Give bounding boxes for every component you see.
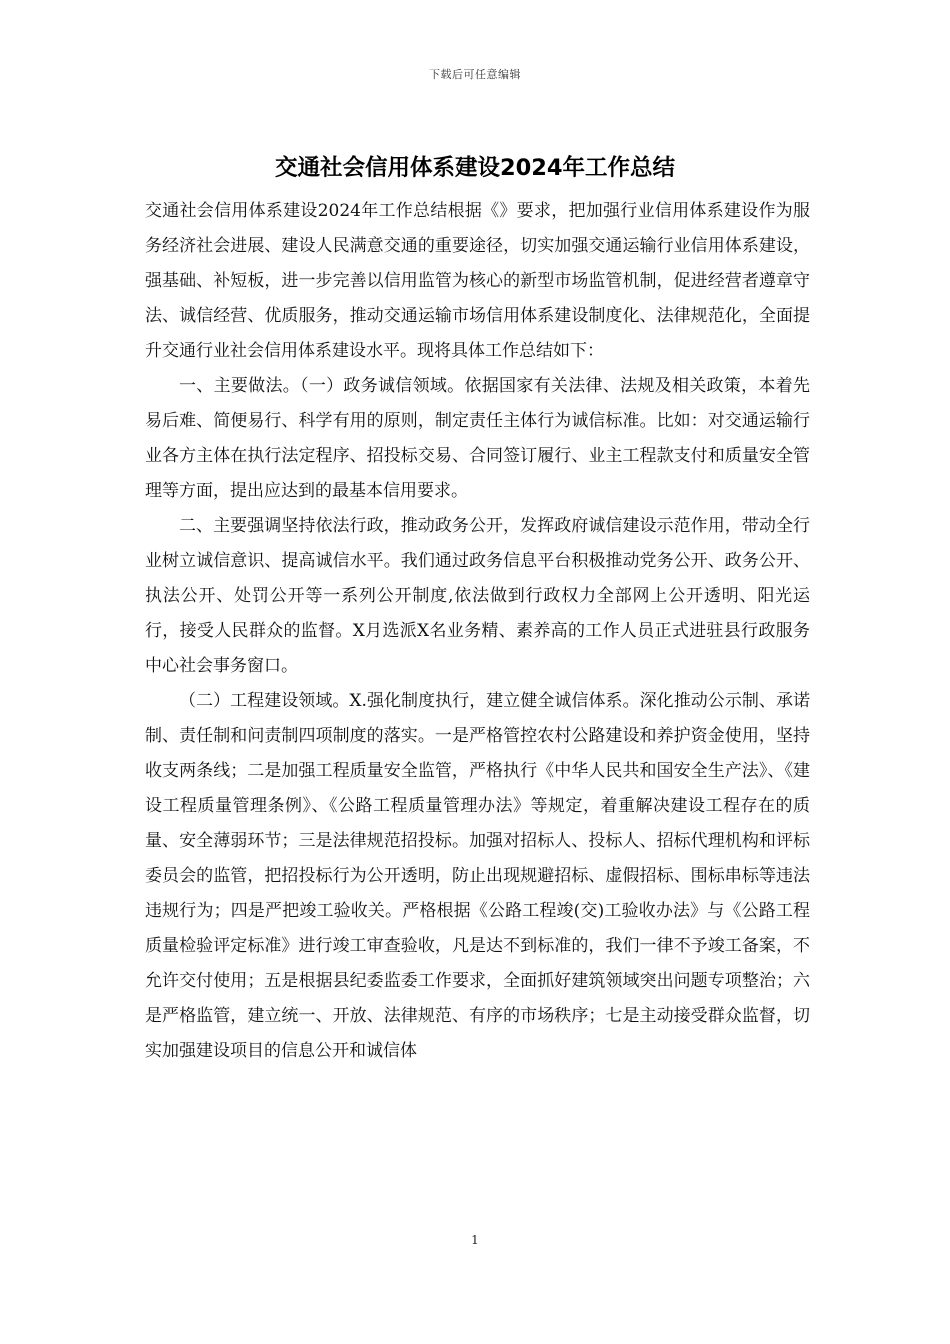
page-number: 1 xyxy=(471,1233,479,1247)
header-note: 下载后可任意编辑 xyxy=(429,68,521,81)
paragraph-main-practice: 一、主要做法。（一）政务诚信领域。依据国家有关法律、法规及相关政策，本着先易后难、简便易行、科学有用的原则，制定责任主体行为诚信标准。比如：对交通运输行业各方主体在执行法定程序、招投标交易、合同签订履行、业主工程款支付和质量安全管理等方面，提出应达到的最基本信用要求。 xyxy=(145,376,810,501)
paragraph-engineering: （二）工程建设领域。X.强化制度执行，建立健全诚信体系。深化推动公示制、承诺制、责任制和问责制四项制度的落实。一是严格管控农村公路建设和养护资金使用，坚持收支两条线；二是加强工程质量安全监管，严格执行《中华人民共和国安全生产法》、《建设工程质量管理条例》、《公路工程质量管理办法》等规定，着重解决建设工程存在的质量、安全薄弱环节；三是法律规范招投标。加强对招标人、投标人、招标代理机构和评标委员会的监管，把招投标行为公开透明，防止出现规避招标、虚假招标、围标串标等违法违规行为；四是严把竣工验收关。严格根据《公路工程竣(交)工验收办法》与《公路工程质量检验评定标准》进行竣工审查验收，凡是达不到标准的，我们一律不予竣工备案，不允许交付使用；五是根据县纪委监委工作要求，全面抓好建筑领域突出问题专项整治；六是严格监管，建立统一、开放、法律规范、有序的市场秩序；七是主动接受群众监督，切实加强建设项目的信息公开和诚信体 xyxy=(145,691,810,1061)
paragraph-intro: 交通社会信用体系建设2024年工作总结根据《》要求，把加强行业信用体系建设作为服务经济社会进展、建设人民满意交通的重要途径，切实加强交通运输行业信用体系建设，强基础、补短板，进一步完善以信用监管为核心的新型市场监管机制，促进经营者遵章守法、诚信经营、优质服务，推动交通运输市场信用体系建设制度化、法律规范化，全面提升交通行业社会信用体系建设水平。现将具体工作总结如下： xyxy=(145,201,810,361)
document-title: 交通社会信用体系建设2024年工作总结 xyxy=(274,155,676,181)
paragraph-law-administration: 二、主要强调坚持依法行政，推动政务公开，发挥政府诚信建设示范作用，带动全行业树立诚信意识、提高诚信水平。我们通过政务信息平台积极推动党务公开、政务公开、执法公开、处罚公开等一系列公开制度,依法做到行政权力全部网上公开透明、阳光运行，接受人民群众的监督。X月选派X名业务精、素养高的工作人员正式进驻县行政服务中心社会事务窗口。 xyxy=(145,516,810,676)
document-body xyxy=(145,194,810,1069)
